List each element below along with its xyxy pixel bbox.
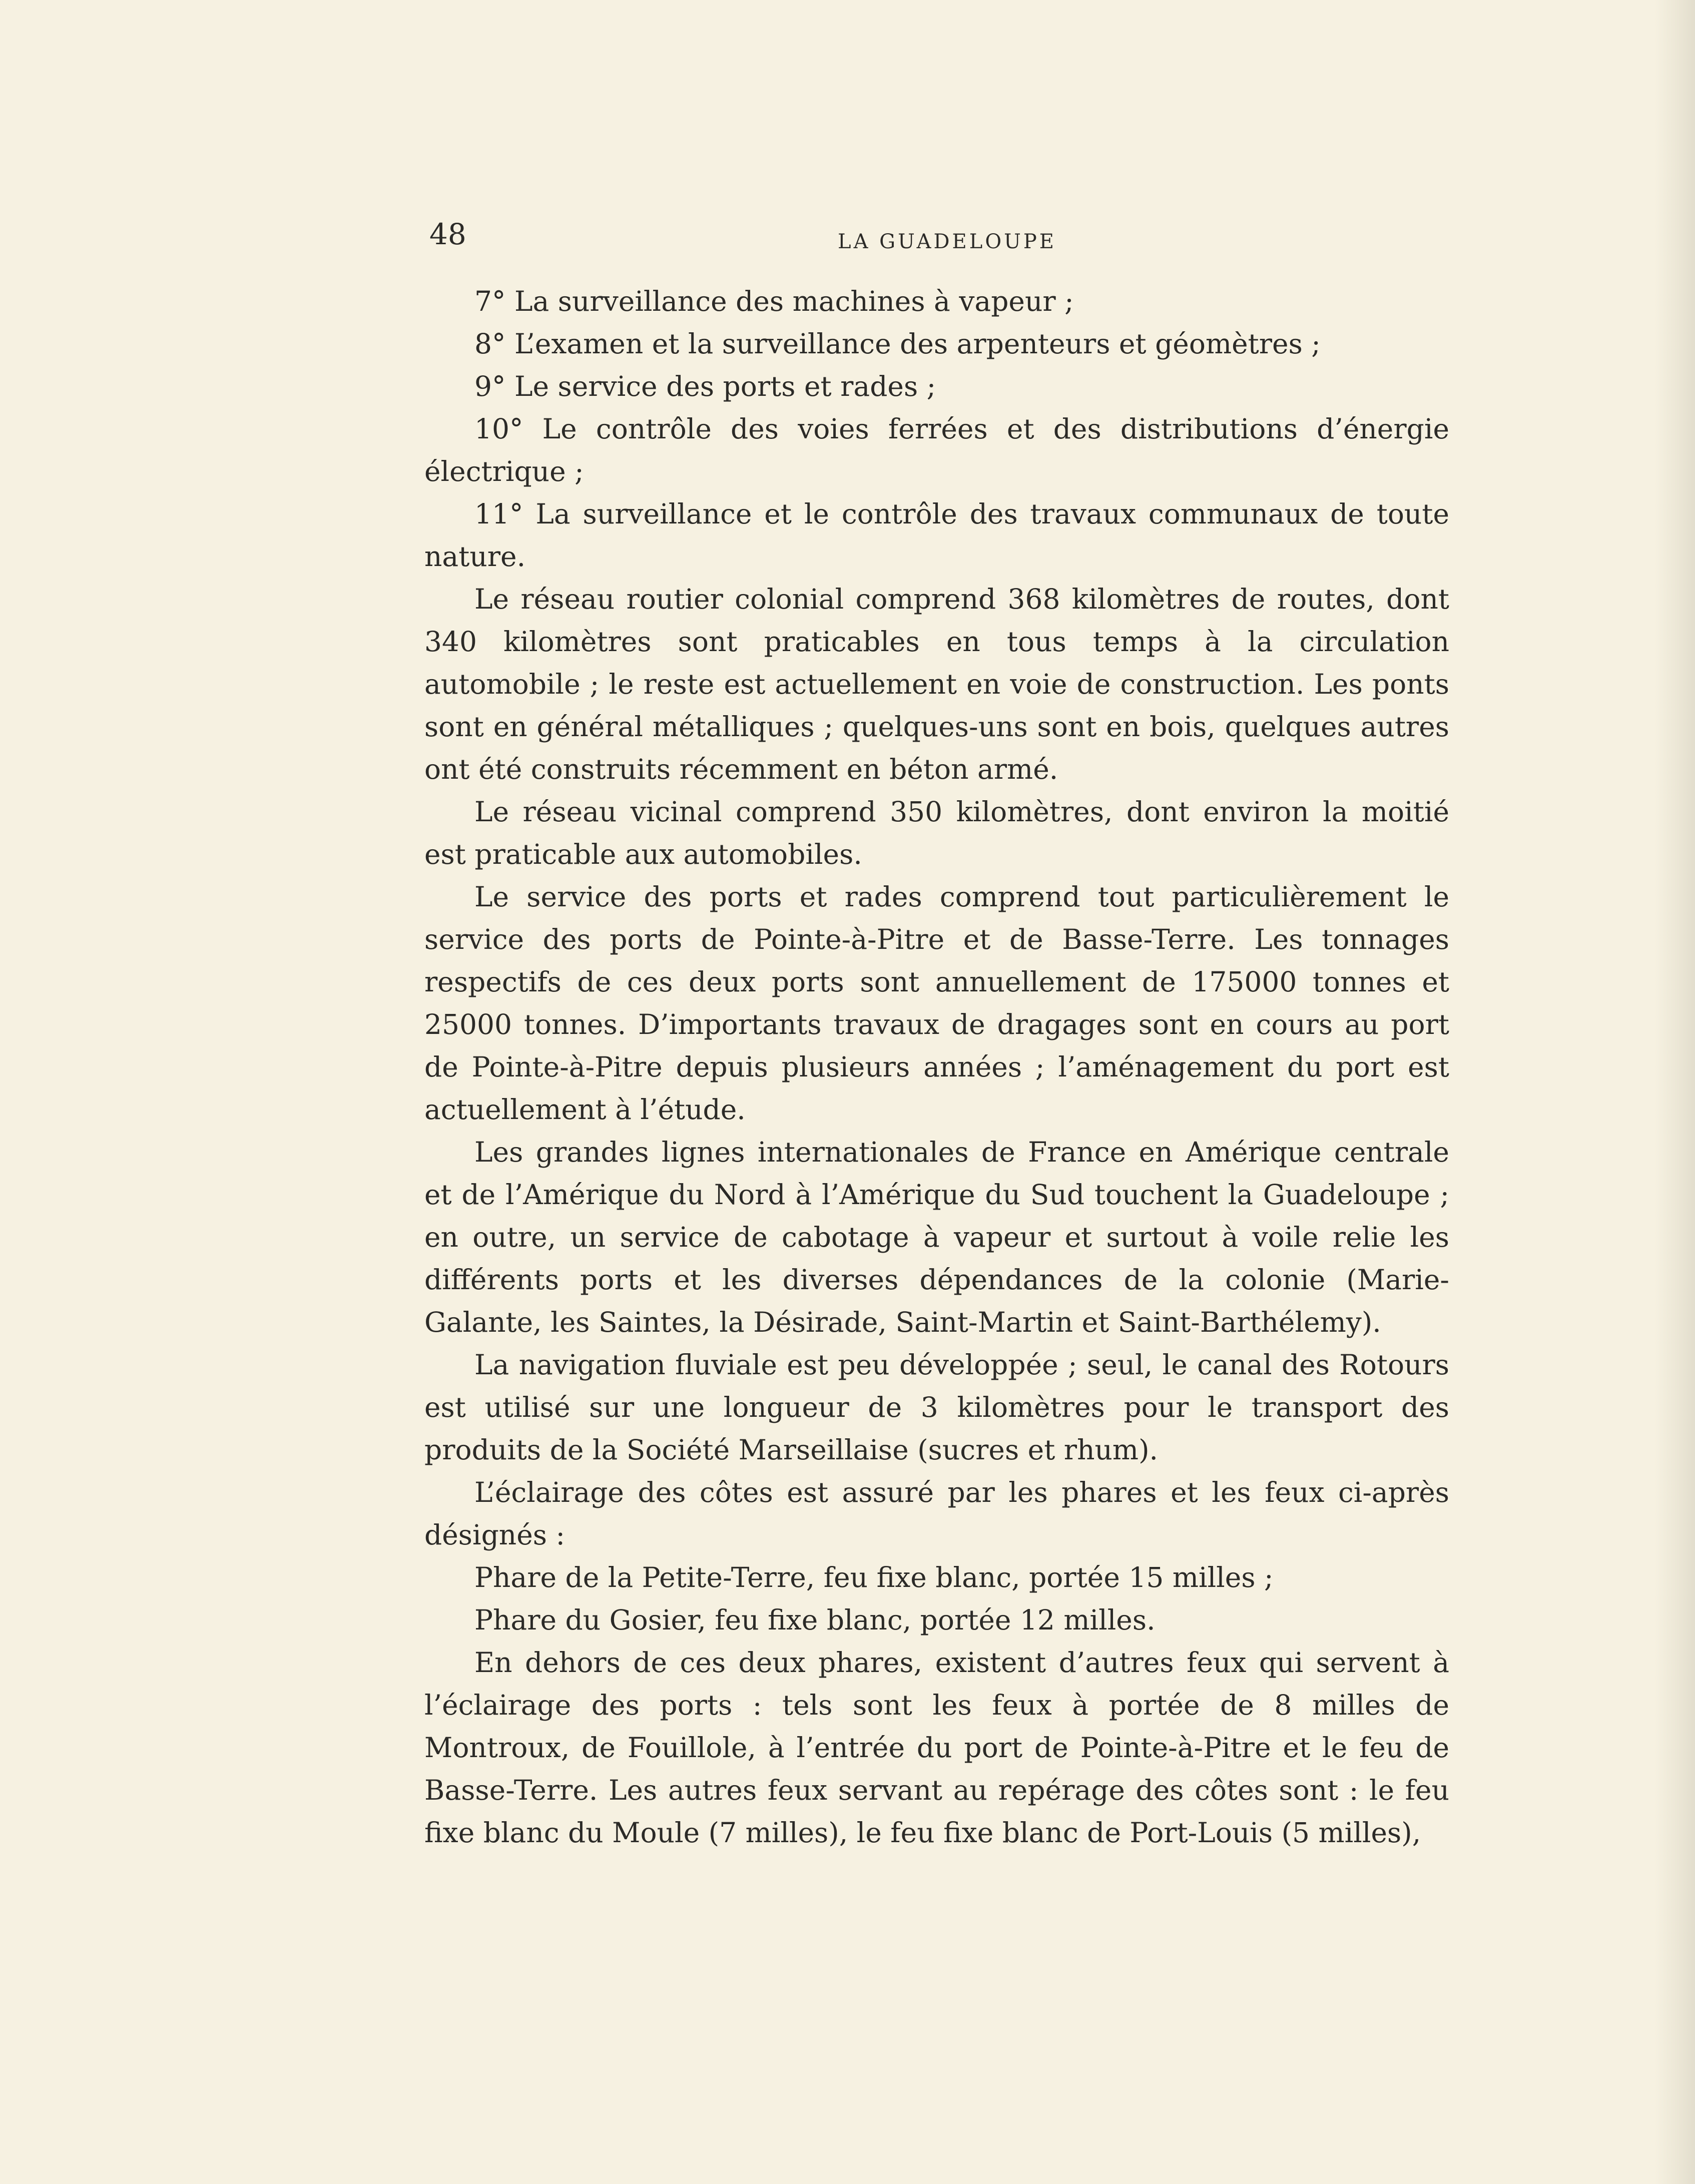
page-number: 48 <box>429 217 466 251</box>
paragraph-item-7: 7° La surveillance des machines à vapeur ; <box>474 285 1074 317</box>
running-title: LA GUADELOUPE <box>838 230 1056 253</box>
paragraph-shipping-lines: Les grandes lignes internationales de France en Amérique centrale et de l’Amérique du Nord à l’Amérique du Sud touchent la Guadeloupe ; en outre, un service de cabotage à vapeur et surtout à voile relie les différents ports et les diverses dépendances de la colonie (Marie-Galante, les Saintes, la Désirade, Saint-Martin et Saint-Barthélemy). <box>424 1136 1449 1338</box>
paragraph-ports-service: Le service des ports et rades comprend tout particulièrement le service des ports de Pointe-à-Pitre et de Basse-Terre. Les tonnages respectifs de ces deux ports sont annuellement de 175000 tonnes et 25000 tonnes. D’importants travaux de dragages sont en cours au port de Pointe-à-Pitre depuis plusieurs années ; l’aménagement du port est actuellement à l’étude. <box>424 881 1449 1126</box>
page-edge-shadow <box>1655 0 1695 2184</box>
paragraph-vicinal-network: Le réseau vicinal comprend 350 kilomètres, dont environ la moitié est praticable aux automobiles. <box>424 796 1449 870</box>
paragraph-road-network: Le réseau routier colonial comprend 368 kilomètres de routes, dont 340 kilomètres sont praticables en tous temps à la circulation automobile ; le reste est actuellement en voie de construction. Les ponts sont en général métalliques ; quelques-uns sont en bois, quelques autres ont été construits récemment en béton armé. <box>424 583 1449 785</box>
paragraph-item-8: 8° L’examen et la surveillance des arpenteurs et géomètres ; <box>474 328 1321 360</box>
paragraph-item-10: 10° Le contrôle des voies ferrées et des distributions d’énergie électrique ; <box>424 413 1449 487</box>
paragraph-coastal-lighting: L’éclairage des côtes est assuré par les phares et les feux ci-après désignés : <box>424 1476 1449 1551</box>
paragraph-item-11: 11° La surveillance et le contrôle des travaux communaux de toute nature. <box>424 498 1449 573</box>
paragraph-river-navigation: La navigation fluviale est peu développée ; seul, le canal des Rotours est utilisé sur une longueur de 3 kilomètres pour le transport des produits de la Société Marseillaise (sucres et rhum). <box>424 1349 1449 1466</box>
paragraph-lighthouse-petite-terre: Phare de la Petite-Terre, feu fixe blanc, portée 15 milles ; <box>474 1561 1274 1593</box>
paragraph-item-9: 9° Le service des ports et rades ; <box>474 370 936 402</box>
paragraph-other-lights: En dehors de ces deux phares, existent d’autres feux qui servent à l’éclairage des ports : tels sont les feux à portée de 8 milles de Montroux, de Fouillole, à l’entrée du port de Pointe-à-Pitre et le feu de Basse-Terre. Les autres feux servant au repérage des côtes sont : le feu fixe blanc du Moule (7 milles), le feu fixe blanc de Port-Louis (5 milles), <box>424 1647 1449 1849</box>
paragraph-lighthouse-gosier: Phare du Gosier, feu fixe blanc, portée 12 milles. <box>474 1604 1156 1636</box>
body-text <box>424 280 1449 1854</box>
